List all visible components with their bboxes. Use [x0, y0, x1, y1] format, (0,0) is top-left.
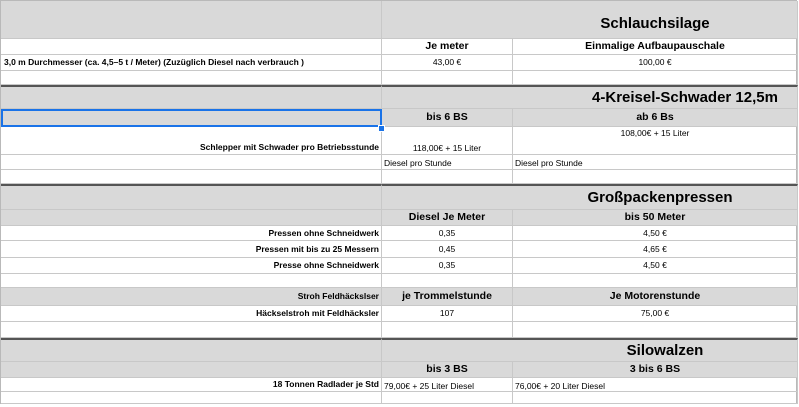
cell[interactable] — [382, 338, 513, 362]
silowalzen-row-col2[interactable]: 76,00€ + 20 Liter Diesel — [513, 378, 798, 392]
cell[interactable] — [382, 71, 513, 85]
silowalzen-col2-header[interactable]: 3 bis 6 BS — [513, 362, 798, 378]
empty-row — [1, 170, 798, 184]
grosspacken-row-label[interactable]: Presse ohne Schneidwerk — [1, 258, 382, 274]
cell[interactable] — [1, 392, 382, 404]
cell[interactable] — [513, 71, 798, 85]
cell[interactable] — [513, 392, 798, 404]
silowalzen-row-col1[interactable]: 79,00€ + 25 Liter Diesel — [382, 378, 513, 392]
silowalzen-title-row — [1, 338, 798, 362]
grosspacken-col1-header[interactable]: Diesel Je Meter — [382, 210, 513, 226]
haeckselstroh-label[interactable]: Häckselstroh mit Feldhäcksler — [1, 306, 382, 322]
schwader-header-row — [1, 109, 798, 127]
empty-row — [1, 71, 798, 85]
grosspacken-row-label[interactable]: Pressen mit bis zu 25 Messern — [1, 241, 382, 258]
cell[interactable] — [513, 170, 798, 184]
grosspacken-row-col1[interactable]: 0,35 — [382, 226, 513, 241]
cell[interactable] — [382, 274, 513, 288]
schlauchsilage-data-row — [1, 55, 798, 71]
table-row — [1, 241, 798, 258]
schlauchsilage-col2-header[interactable]: Einmalige Aufbaupauschale — [513, 39, 798, 55]
schwader-col2-price[interactable]: 108,00€ + 15 Liter — [513, 127, 798, 155]
schwader-row-label[interactable]: Schlepper mit Schwader pro Betriebsstunde — [1, 127, 382, 155]
cell[interactable] — [1, 1, 382, 39]
cell[interactable] — [1, 338, 382, 362]
cell[interactable] — [1, 362, 382, 378]
schwader-col2-header[interactable]: ab 6 Bs — [513, 109, 798, 127]
schlauchsilage-title-row — [1, 1, 798, 39]
haecksler-label[interactable]: Stroh Feldhäckslser — [1, 288, 382, 306]
grosspacken-row-col1[interactable]: 0,45 — [382, 241, 513, 258]
empty-row — [1, 274, 798, 288]
schlauchsilage-row-col1[interactable]: 43,00 € — [382, 55, 513, 71]
selection-fill-handle[interactable] — [378, 125, 385, 132]
grosspacken-header-row — [1, 210, 798, 226]
silowalzen-title[interactable]: Silowalzen — [513, 338, 798, 362]
cell[interactable] — [1, 274, 382, 288]
grosspacken-row-col2[interactable]: 4,65 € — [513, 241, 798, 258]
cell[interactable] — [1, 170, 382, 184]
cell[interactable] — [1, 39, 382, 55]
schwader-title[interactable]: 4-Kreisel-Schwader 12,5m — [513, 85, 798, 109]
silowalzen-data-row — [1, 378, 798, 392]
haecksler-col1-header[interactable]: je Trommelstunde — [382, 288, 513, 306]
silowalzen-col1-header[interactable]: bis 3 BS — [382, 362, 513, 378]
schlauchsilage-row-label[interactable]: 3,0 m Durchmesser (ca. 4,5–5 t / Meter) (Zuzüglich Diesel nach verbrauch ) — [1, 55, 382, 71]
schwader-col2-diesel[interactable]: Diesel pro Stunde — [513, 155, 798, 170]
empty-row — [1, 392, 798, 404]
cell[interactable] — [382, 392, 513, 404]
cell[interactable] — [382, 184, 513, 210]
grosspacken-row-col2[interactable]: 4,50 € — [513, 258, 798, 274]
cell[interactable] — [1, 71, 382, 85]
grosspacken-title-row — [1, 184, 798, 210]
empty-row — [1, 322, 798, 338]
cell[interactable] — [382, 85, 513, 109]
schwader-col1-diesel[interactable]: Diesel pro Stunde — [382, 155, 513, 170]
table-row — [1, 258, 798, 274]
grosspacken-row-col2[interactable]: 4,50 € — [513, 226, 798, 241]
cell[interactable] — [1, 184, 382, 210]
haecksler-col2-header[interactable]: Je Motorenstunde — [513, 288, 798, 306]
table-row — [1, 226, 798, 241]
grosspacken-title[interactable]: Großpackenpressen — [513, 184, 798, 210]
schwader-diesel-row — [1, 155, 798, 170]
cell[interactable] — [513, 322, 798, 338]
table-row — [1, 306, 798, 322]
haeckselstroh-col1[interactable]: 107 — [382, 306, 513, 322]
schlauchsilage-header-row — [1, 39, 798, 55]
cell[interactable] — [1, 155, 382, 170]
cell[interactable] — [382, 322, 513, 338]
cell[interactable] — [513, 274, 798, 288]
schlauchsilage-col1-header[interactable]: Je meter — [382, 39, 513, 55]
schlauchsilage-row-col2[interactable]: 100,00 € — [513, 55, 798, 71]
schwader-col1-header[interactable]: bis 6 BS — [382, 109, 513, 127]
schwader-title-row — [1, 85, 798, 109]
schwader-data-row — [1, 127, 798, 155]
cell[interactable] — [1, 85, 382, 109]
grosspacken-row-col1[interactable]: 0,35 — [382, 258, 513, 274]
grosspacken-col2-header[interactable]: bis 50 Meter — [513, 210, 798, 226]
schwader-col1-price[interactable]: 118,00€ + 15 Liter — [382, 127, 513, 155]
cell[interactable] — [1, 210, 382, 226]
cell[interactable] — [1, 322, 382, 338]
silowalzen-header-row — [1, 362, 798, 378]
schlauchsilage-title[interactable]: Schlauchsilage — [382, 1, 798, 39]
cell[interactable] — [382, 170, 513, 184]
haecksler-header-row — [1, 288, 798, 306]
selected-cell[interactable] — [1, 109, 382, 127]
grosspacken-row-label[interactable]: Pressen ohne Schneidwerk — [1, 226, 382, 241]
haeckselstroh-col2[interactable]: 75,00 € — [513, 306, 798, 322]
silowalzen-row-label[interactable]: 18 Tonnen Radlader je Std — [1, 378, 382, 392]
